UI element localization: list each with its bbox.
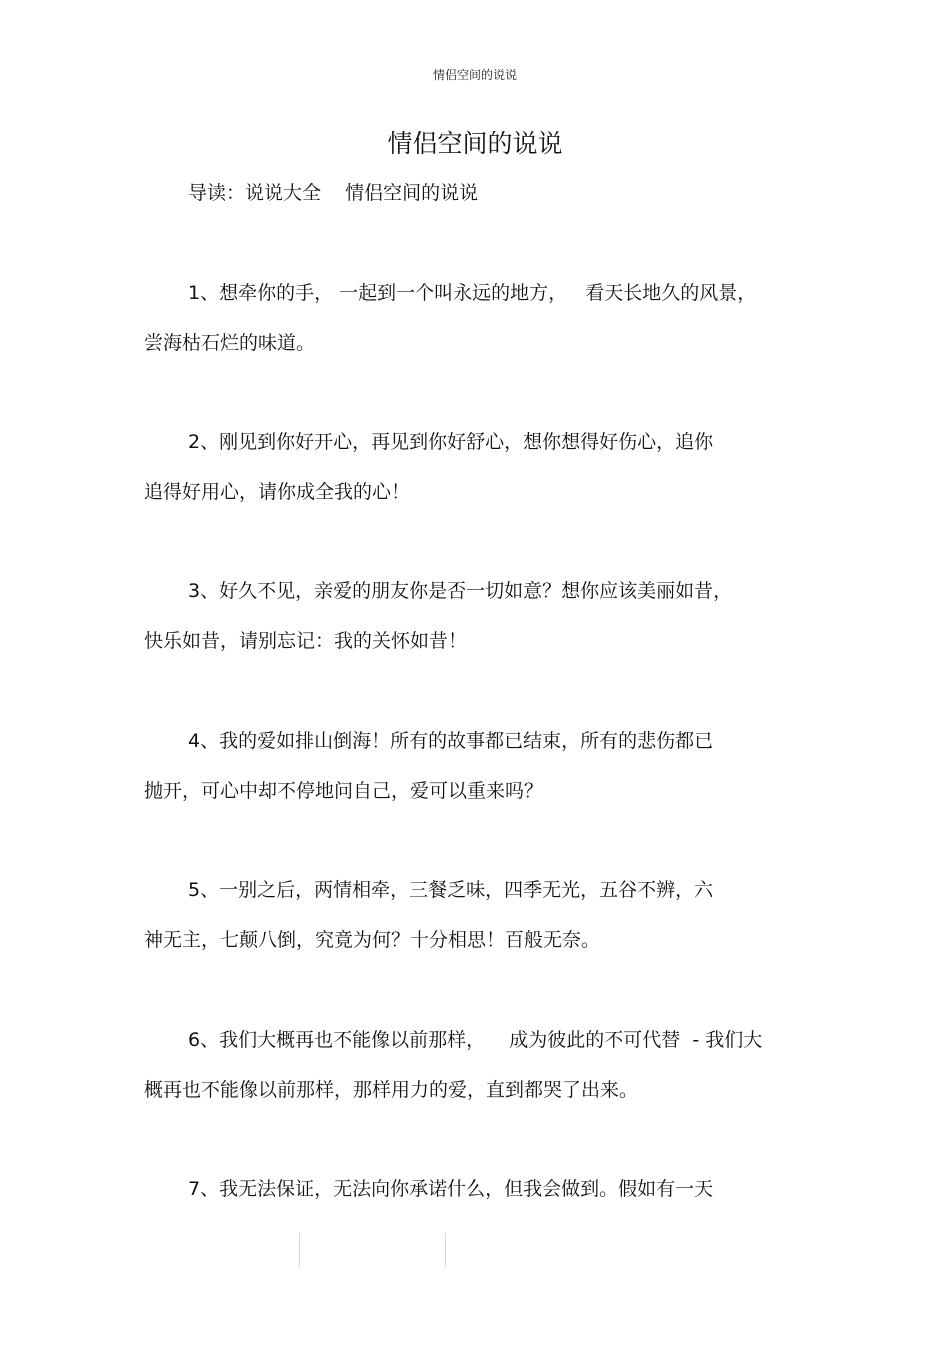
paragraph-line: 7、我无法保证，无法向你承诺什么，但我会做到。假如有一天 [188,1178,714,1200]
paragraph-line: 追得好用心，请你成全我的心！ [144,481,411,503]
running-header: 情侣空间的说说 [432,68,517,82]
paragraph-line: 概再也不能像以前那样，那样用力的爱，直到都哭了出来。 [144,1079,639,1101]
paragraph-6 [144,1027,824,1127]
paragraph-line: 1、想牵你的手， 一起到一个叫永远的地方， 看天长地久的风景， [188,282,757,304]
paragraph-5 [144,877,824,977]
paragraph-line: 6、我们大概再也不能像以前那样， 成为彼此的不可代替 - 我们大 [188,1029,763,1051]
paragraph-line: 3、好久不见，亲爱的朋友你是否一切如意？想你应该美丽如昔， [188,580,733,602]
paragraph-line: 抛开，可心中却不停地问自己，爱可以重来吗？ [144,780,544,802]
footer-divider [299,1233,300,1267]
document-title: 情侣空间的说说 [387,129,563,158]
paragraph-line: 尝海枯石烂的味道。 [144,332,316,354]
paragraph-line: 4、我的爱如排山倒海！所有的故事都已结束，所有的悲伤都已 [188,730,714,752]
paragraph-1 [144,280,824,380]
paragraph-2 [144,429,824,529]
footer-divider [445,1233,446,1267]
paragraph-7 [144,1176,824,1226]
paragraph-line: 2、刚见到你好开心，再见到你好舒心，想你想得好伤心，追你 [188,431,714,453]
intro-line: 导读：说说大全 情侣空间的说说 [188,182,479,204]
paragraph-3 [144,578,824,678]
paragraph-line: 5、一别之后，两情相牵，三餐乏味，四季无光，五谷不辨，六 [188,879,714,901]
paragraph-4 [144,728,824,828]
paragraph-line: 快乐如昔，请别忘记：我的关怀如昔！ [144,630,468,652]
paragraph-line: 神无主，七颠八倒，究竟为何？十分相思！百般无奈。 [144,929,601,951]
